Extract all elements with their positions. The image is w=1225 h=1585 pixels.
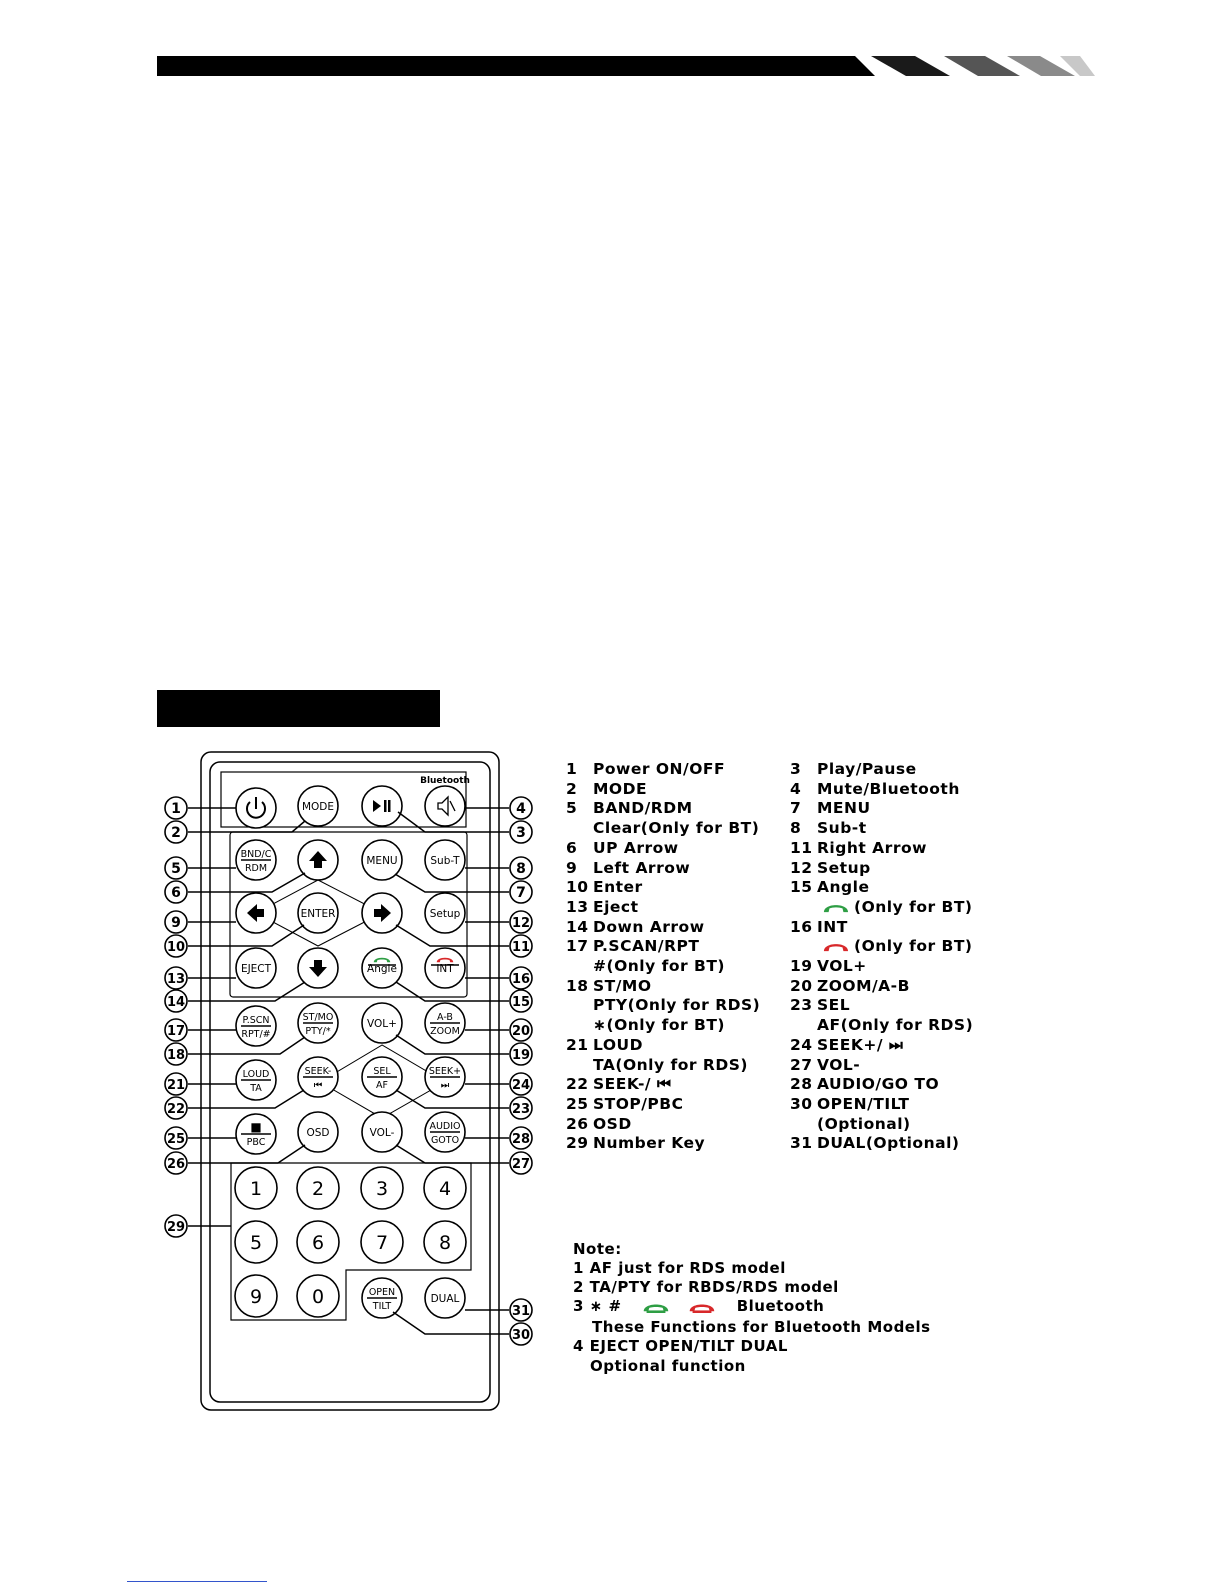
legend-entry — [566, 1075, 671, 1094]
legend-text: Clear(Only for BT) — [593, 819, 760, 838]
legend-entry — [566, 839, 679, 858]
callout-number: 4 — [516, 801, 526, 817]
note-line-4: These Functions for Bluetooth Models — [592, 1318, 931, 1336]
legend-text: STOP/PBC — [593, 1094, 684, 1113]
callout-19 — [396, 1035, 532, 1065]
callout-number: 1 — [171, 801, 181, 817]
loud-bottom-label: TA — [250, 1083, 262, 1094]
stop-top-label: ■ — [250, 1120, 262, 1134]
note-line-3-suffix: Bluetooth — [736, 1297, 825, 1315]
enter-button[interactable] — [298, 893, 338, 933]
legend-entry — [790, 977, 910, 996]
legend-entry — [566, 898, 639, 917]
n2-button[interactable] — [297, 1167, 339, 1209]
note-line-3-prefix: 3 ∗ # — [573, 1297, 622, 1315]
n5-label: 5 — [249, 1232, 263, 1254]
legend-number: 28 — [790, 1075, 813, 1094]
callout-number: 19 — [511, 1048, 531, 1063]
subt-button[interactable] — [425, 840, 465, 880]
band-bottom-label: RDM — [244, 863, 268, 874]
band-top-label: BND/C — [240, 849, 272, 860]
legend-text: UP Arrow — [593, 838, 679, 857]
legend-text: ST/MO — [593, 976, 652, 995]
legend-entry — [566, 780, 647, 799]
legend-entry — [790, 996, 850, 1015]
legend-entry — [790, 1115, 911, 1134]
legend-text: Eject — [593, 897, 639, 916]
n9-label: 9 — [249, 1286, 263, 1308]
legend-entry — [790, 1134, 959, 1153]
left-button[interactable] — [236, 893, 276, 933]
sel-top-label: SEL — [373, 1066, 391, 1077]
n7-button[interactable] — [361, 1221, 403, 1263]
loud-top-label: LOUD — [242, 1069, 270, 1080]
stmo-top-label: ST/MO — [302, 1012, 334, 1023]
callout-number: 13 — [166, 972, 186, 987]
legend-text: MODE — [593, 779, 648, 798]
legend-number: 25 — [566, 1094, 589, 1113]
playpause-button[interactable] — [362, 786, 402, 826]
open-button[interactable] — [362, 1278, 402, 1318]
note-line-6: Optional function — [590, 1357, 746, 1375]
legend-text: SEEK+/ ⏭ — [817, 1035, 904, 1054]
setup-button[interactable] — [425, 893, 465, 933]
voldown-label: VOL- — [369, 1127, 395, 1139]
callout-number: 12 — [511, 916, 531, 931]
callout-27 — [396, 1145, 532, 1174]
legend-text: Power ON/OFF — [593, 760, 726, 778]
n0-button[interactable] — [297, 1275, 339, 1317]
green-phone-icon — [820, 901, 852, 914]
legend-text: Right Arrow — [817, 838, 927, 857]
callout-number: 10 — [166, 940, 186, 955]
callout-number: 11 — [511, 940, 531, 955]
ab-button[interactable] — [425, 1003, 465, 1043]
legend-entry — [790, 1095, 909, 1114]
note-line-3 — [573, 1297, 824, 1317]
legend-entry — [566, 819, 759, 838]
legend-text: ∗(Only for BT) — [593, 1016, 725, 1035]
legend-entry — [566, 799, 693, 818]
n9-button[interactable] — [235, 1275, 277, 1317]
ab-top-label: A-B — [437, 1012, 453, 1023]
legend-entry — [566, 957, 725, 976]
legend-entry — [566, 1056, 748, 1075]
n8-label: 8 — [438, 1232, 452, 1254]
legend-entry — [566, 1036, 643, 1055]
volup-button[interactable] — [362, 1003, 402, 1043]
legend-text: SEL — [817, 996, 851, 1015]
angle-label: Angle — [367, 963, 397, 975]
legend-entry — [790, 918, 848, 937]
n5-button[interactable] — [235, 1221, 277, 1263]
legend-text: ZOOM/A-B — [817, 976, 910, 995]
playpause-button-outline — [362, 786, 402, 826]
n0-label: 0 — [311, 1286, 325, 1308]
pscn-bottom-label: RPT/# — [241, 1029, 271, 1040]
legend-entry — [566, 1134, 705, 1153]
legend-text: #(Only for BT) — [593, 957, 725, 975]
legend-number: 29 — [566, 1134, 589, 1153]
legend-entry — [790, 957, 867, 976]
legend-entry — [566, 918, 705, 937]
menu-label: MENU — [366, 855, 398, 867]
audio-button[interactable] — [425, 1112, 465, 1152]
callout-number: 15 — [511, 995, 531, 1010]
green-phone-icon — [641, 1301, 671, 1313]
right-button[interactable] — [362, 893, 402, 933]
legend-entry — [790, 1075, 939, 1094]
legend-text: Setup — [817, 858, 871, 877]
legend-number: 26 — [566, 1114, 589, 1133]
legend-number: 15 — [790, 878, 813, 897]
seekminus-button[interactable] — [298, 1057, 338, 1097]
mode-button[interactable] — [298, 786, 338, 826]
callout-number: 6 — [171, 885, 181, 901]
legend-entry — [790, 878, 869, 897]
legend-number: 14 — [566, 917, 589, 936]
legend-entry — [566, 878, 643, 897]
legend-entry — [790, 898, 973, 917]
enter-label: ENTER — [300, 908, 336, 920]
legend-text: Sub-t — [817, 819, 867, 838]
seekplus-button[interactable] — [425, 1057, 465, 1097]
note-line-1: 1 AF just for RDS model — [573, 1259, 786, 1277]
legend-entry — [790, 839, 927, 858]
legend-number: 31 — [790, 1134, 813, 1153]
callout-18 — [165, 1037, 305, 1065]
legend-number: 11 — [790, 838, 813, 857]
legend-text: OSD — [593, 1114, 632, 1133]
n6-label: 6 — [311, 1232, 325, 1254]
legend-text: INT — [817, 917, 848, 936]
legend-entry — [790, 799, 871, 818]
callout-number: 22 — [166, 1102, 186, 1117]
loud-button[interactable] — [236, 1060, 276, 1100]
note-line-2: 2 TA/PTY for RBDS/RDS model — [573, 1278, 839, 1296]
callout-number: 28 — [511, 1132, 531, 1147]
legend-text: Left Arrow — [593, 858, 691, 877]
legend-entry — [566, 859, 690, 878]
legend-text: OPEN/TILT — [817, 1094, 910, 1113]
mute-button-outline — [425, 786, 465, 826]
eject-button[interactable] — [236, 948, 276, 988]
legend-entry — [790, 780, 960, 799]
callout-number: 7 — [516, 885, 526, 901]
legend-number: 27 — [790, 1055, 813, 1074]
voldown-button[interactable] — [362, 1112, 402, 1152]
n3-button[interactable] — [361, 1167, 403, 1209]
callout-26 — [165, 1145, 305, 1174]
legend-entry — [566, 977, 652, 996]
legend-number: 12 — [790, 858, 813, 877]
legend-entry — [566, 760, 725, 779]
legend-number: 24 — [790, 1035, 813, 1054]
int-button[interactable] — [425, 948, 465, 988]
n1-label: 1 — [249, 1178, 263, 1200]
legend-text: (Optional) — [817, 1114, 911, 1133]
stop-button[interactable] — [236, 1114, 276, 1154]
sel-button[interactable] — [362, 1057, 402, 1097]
legend-text: VOL+ — [817, 957, 867, 975]
callout-number: 8 — [516, 861, 526, 877]
legend-text: BAND/RDM — [593, 799, 693, 818]
callout-number: 26 — [166, 1157, 186, 1172]
sel-bottom-label: AF — [376, 1080, 388, 1091]
note-line-5: 4 EJECT OPEN/TILT DUAL — [573, 1337, 788, 1355]
dual-button[interactable] — [425, 1278, 465, 1318]
legend-text: MENU — [817, 799, 871, 818]
callout-10 — [165, 925, 304, 957]
note-title: Note: — [573, 1240, 622, 1258]
mute-button[interactable] — [425, 786, 465, 826]
callout-number: 5 — [171, 861, 181, 877]
ab-bottom-label: ZOOM — [430, 1026, 460, 1037]
legend-entry — [790, 1056, 860, 1075]
callout-number: 2 — [171, 825, 181, 841]
legend-entry — [566, 937, 699, 956]
legend-entry — [790, 760, 917, 779]
n4-label: 4 — [438, 1178, 452, 1200]
legend-entry — [566, 1115, 632, 1134]
legend-text: (Only for BT) — [854, 937, 973, 956]
legend-number: 3 — [790, 760, 802, 778]
legend-text: SEEK-/ ⏮ — [593, 1075, 672, 1094]
callout-number: 27 — [511, 1157, 531, 1172]
legend-text: AUDIO/GO TO — [817, 1075, 940, 1094]
legend-number: 1 — [566, 760, 578, 778]
n6-button[interactable] — [297, 1221, 339, 1263]
callout-number: 31 — [511, 1304, 531, 1319]
n1-button[interactable] — [235, 1167, 277, 1209]
callout-number: 3 — [516, 825, 526, 841]
legend-text: LOUD — [593, 1035, 643, 1054]
n8-button[interactable] — [424, 1221, 466, 1263]
footer-link-line — [127, 1581, 267, 1582]
stop-bottom-label: PBC — [246, 1137, 266, 1148]
bluetooth-top-label: Bluetooth — [420, 776, 470, 786]
seekminus-bottom-label: ⏮ — [313, 1080, 323, 1091]
legend-entry — [790, 937, 973, 956]
callout-7 — [395, 874, 532, 903]
legend-text: VOL- — [817, 1055, 861, 1074]
legend-number: 16 — [790, 917, 813, 936]
callout-number: 30 — [511, 1328, 531, 1343]
legend-number: 4 — [790, 779, 802, 798]
red-phone-icon — [820, 940, 852, 953]
eject-label: EJECT — [240, 963, 272, 975]
callout-number: 17 — [166, 1024, 186, 1039]
legend-number: 19 — [790, 957, 813, 975]
n3-label: 3 — [375, 1178, 389, 1200]
open-top-label: OPEN — [368, 1287, 396, 1298]
legend-entry — [566, 1095, 683, 1114]
legend-number: 5 — [566, 799, 578, 818]
legend-text: Down Arrow — [593, 917, 705, 936]
legend-number: 6 — [566, 838, 578, 857]
int-label: INT — [436, 963, 454, 975]
band-button[interactable] — [236, 840, 276, 880]
legend-number: 8 — [790, 819, 802, 838]
callout-number: 25 — [166, 1132, 186, 1147]
legend-entry — [566, 1016, 725, 1035]
callout-number: 29 — [166, 1220, 186, 1235]
mode-label: MODE — [301, 801, 335, 813]
n4-button[interactable] — [424, 1167, 466, 1209]
legend-text: (Only for BT) — [854, 897, 973, 916]
callout-number: 18 — [166, 1048, 186, 1063]
legend-number: 20 — [790, 976, 813, 995]
legend-entry — [790, 819, 867, 838]
legend-text: DUAL(Optional) — [817, 1134, 960, 1153]
legend-text: Number Key — [593, 1134, 706, 1153]
callout-23 — [396, 1090, 532, 1119]
legend-text: TA(Only for RDS) — [593, 1055, 748, 1074]
legend-number: 10 — [566, 878, 589, 897]
legend-text: PTY(Only for RDS) — [593, 996, 761, 1015]
legend-entry — [566, 996, 760, 1015]
stmo-bottom-label: PTY/* — [305, 1026, 331, 1037]
dual-label: DUAL — [430, 1293, 460, 1305]
callout-number: 21 — [166, 1078, 186, 1093]
pscn-top-label: P.SCN — [242, 1015, 270, 1026]
legend-number: 22 — [566, 1075, 589, 1094]
legend-text: Enter — [593, 878, 643, 897]
legend-number: 2 — [566, 779, 578, 798]
open-bottom-label: TILT — [372, 1301, 392, 1312]
callout-number: 20 — [511, 1024, 531, 1039]
legend-number: 18 — [566, 976, 589, 995]
n7-label: 7 — [375, 1232, 389, 1254]
legend-number: 23 — [790, 996, 813, 1015]
subt-label: Sub-T — [430, 855, 460, 867]
legend-entry — [790, 859, 871, 878]
callout-2 — [165, 821, 305, 843]
legend-text: Angle — [817, 878, 870, 897]
seekminus-top-label: SEEK- — [304, 1066, 332, 1077]
legend-number: 13 — [566, 897, 589, 916]
audio-bottom-label: GOTO — [430, 1135, 460, 1146]
volup-label: VOL+ — [367, 1018, 397, 1030]
callout-number: 16 — [511, 972, 531, 987]
callout-22 — [165, 1090, 304, 1119]
legend-number: 21 — [566, 1035, 589, 1054]
pscn-button[interactable] — [236, 1006, 276, 1046]
legend-number: 7 — [790, 799, 802, 818]
callout-number: 24 — [511, 1078, 531, 1093]
osd-label: OSD — [306, 1127, 330, 1139]
seekplus-bottom-label: ⏭ — [440, 1080, 450, 1091]
callout-number: 14 — [166, 995, 186, 1010]
seekplus-top-label: SEEK+ — [428, 1066, 462, 1077]
callout-number: 23 — [511, 1102, 531, 1117]
legend-text: Mute/Bluetooth — [817, 779, 960, 798]
n2-label: 2 — [311, 1178, 325, 1200]
legend-text: Play/Pause — [817, 760, 917, 778]
legend-number: 30 — [790, 1094, 813, 1113]
legend-entry — [790, 1036, 903, 1055]
legend-number: 17 — [566, 937, 589, 956]
legend-entry — [790, 1016, 973, 1035]
setup-label: Setup — [429, 908, 461, 920]
callout-29 — [165, 1215, 231, 1237]
audio-top-label: AUDIO — [429, 1121, 461, 1132]
legend-text: AF(Only for RDS) — [817, 1016, 974, 1035]
red-phone-icon — [687, 1301, 717, 1313]
power-button[interactable] — [236, 788, 276, 828]
legend-number: 9 — [566, 858, 578, 877]
callout-number: 9 — [171, 915, 181, 931]
legend-text: P.SCAN/RPT — [593, 937, 700, 956]
